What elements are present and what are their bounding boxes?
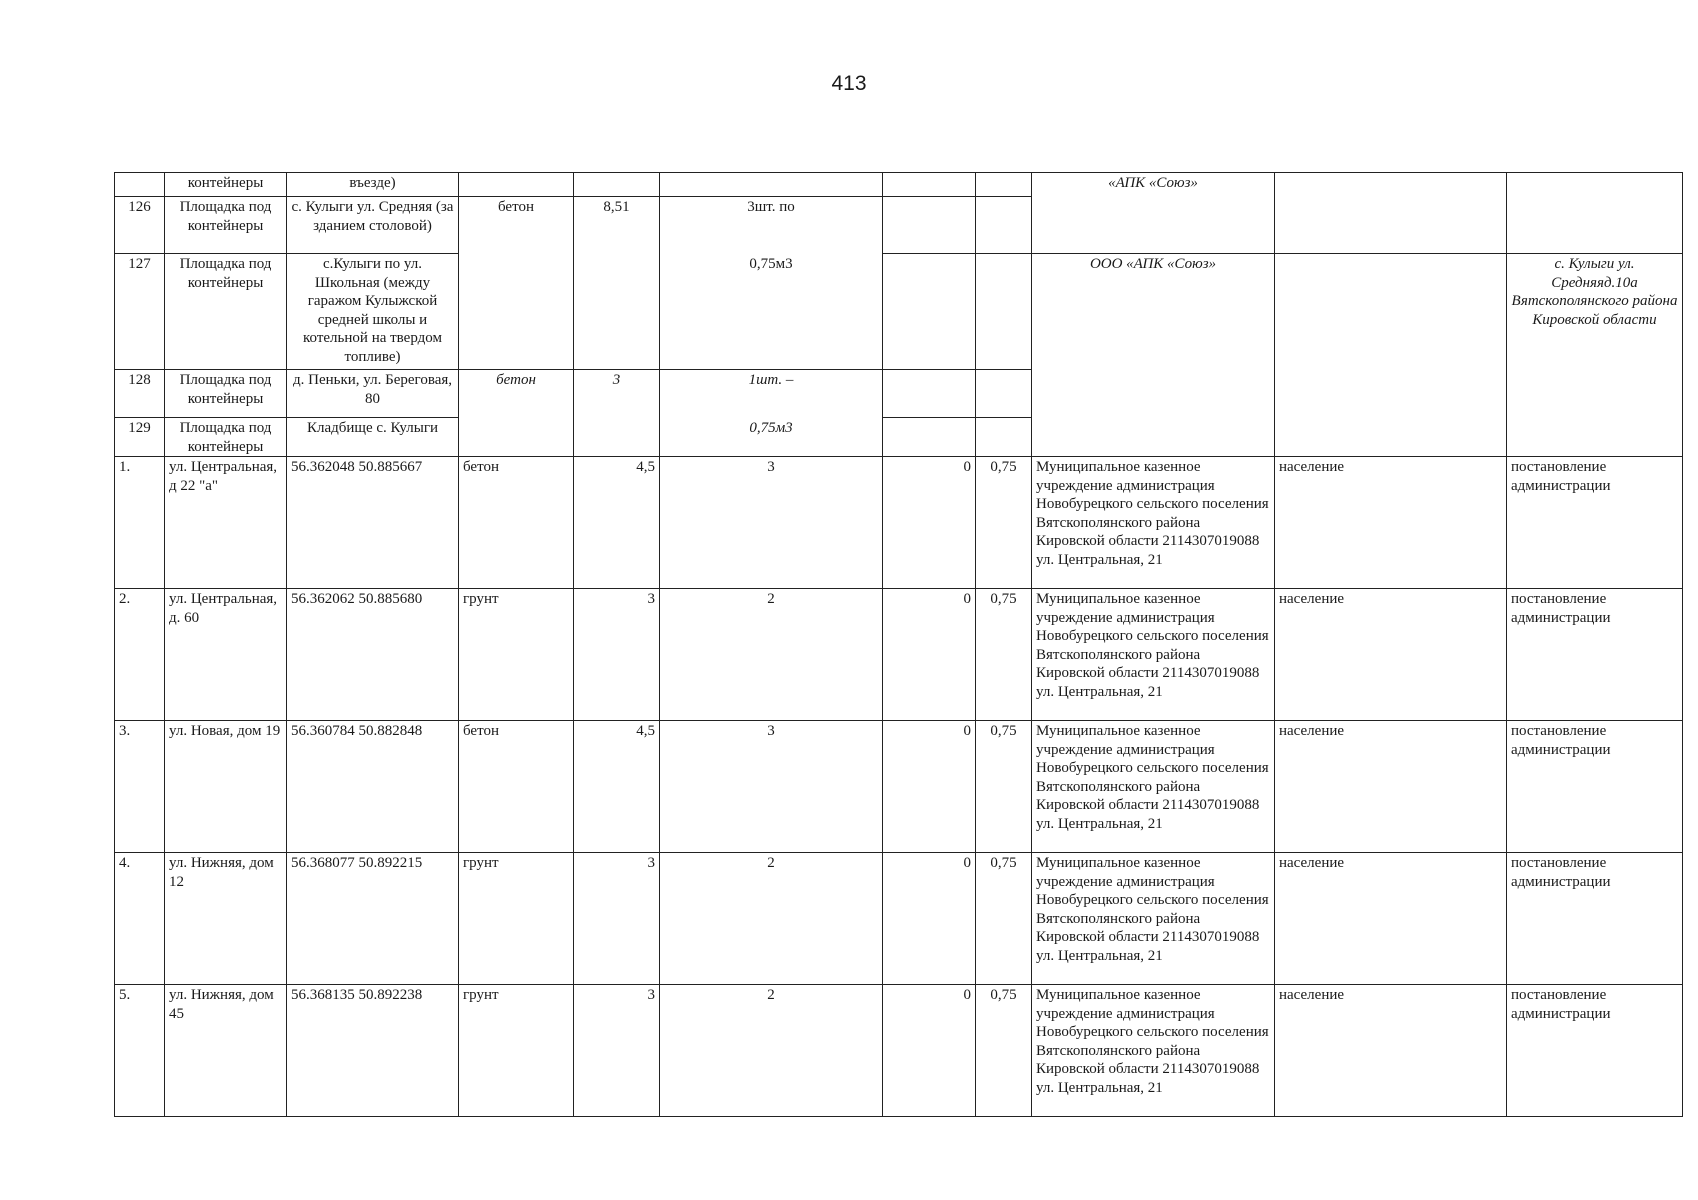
cell-containers: 2: [660, 985, 883, 1117]
cell-area: 3: [574, 370, 660, 457]
cell-surface: [459, 173, 574, 197]
cell-planned: [883, 173, 976, 197]
cell-containers: 3: [660, 721, 883, 853]
page-number: 413: [831, 72, 867, 95]
cell-volume: [976, 197, 1032, 254]
cell-address: ул. Центральная, д 22 "а": [165, 457, 287, 589]
cell-no: 126: [115, 197, 165, 254]
table-row: [115, 589, 1683, 721]
cell-containers: 0,75м3: [660, 418, 883, 457]
cell-address: ул. Нижняя, дом 45: [165, 985, 287, 1117]
cell-source: население: [1275, 589, 1507, 721]
table-row: [115, 457, 1683, 589]
cell-no: [115, 173, 165, 197]
cell-location: с.Кулыги по ул. Школьная (между гаражом Кулыжской средней школы и котельной на твердом топливе): [287, 254, 459, 370]
cell-no: 1.: [115, 457, 165, 589]
cell-address: ул. Новая, дом 19: [165, 721, 287, 853]
cell-owner: Муниципальное казенное учреждение администрация Новобурецкого сельского поселения Вятскополянского района Кировской области 2114307019088 ул. Центральная, 21: [1032, 457, 1275, 589]
cell-source: население: [1275, 853, 1507, 985]
cell-containers: 2: [660, 853, 883, 985]
cell-no: 129: [115, 418, 165, 457]
cell-no: 128: [115, 370, 165, 418]
cell-surface: бетон: [459, 370, 574, 457]
cell-planned: 0: [883, 721, 976, 853]
cell-containers: 2: [660, 589, 883, 721]
cell-basis: постановление администрации: [1507, 853, 1683, 985]
cell-planned: [883, 370, 976, 418]
cell-basis: постановление администрации: [1507, 985, 1683, 1117]
cell-volume: 0,75: [976, 853, 1032, 985]
cell-address: ул. Нижняя, дом 12: [165, 853, 287, 985]
cell-volume: [976, 254, 1032, 370]
cell-containers: [660, 173, 883, 197]
cell-surface: грунт: [459, 589, 574, 721]
waste-site-registry-table: [114, 172, 1683, 1117]
cell-planned: [883, 197, 976, 254]
cell-coordinates: 56.362062 50.885680: [287, 589, 459, 721]
cell-name: Площадка под контейнеры: [165, 254, 287, 370]
cell-coordinates: 56.368135 50.892238: [287, 985, 459, 1117]
table-row: [115, 985, 1683, 1117]
cell-owner: Муниципальное казенное учреждение администрация Новобурецкого сельского поселения Вятскополянского района Кировской области 2114307019088 ул. Центральная, 21: [1032, 589, 1275, 721]
cell-location: д. Пеньки, ул. Береговая, 80: [287, 370, 459, 418]
cell-planned: 0: [883, 589, 976, 721]
cell-source: [1275, 254, 1507, 457]
cell-area: 3: [574, 985, 660, 1117]
cell-location: Кладбище с. Кулыги: [287, 418, 459, 457]
cell-coordinates: 56.368077 50.892215: [287, 853, 459, 985]
cell-planned: [883, 254, 976, 370]
cell-area: 8,51: [574, 197, 660, 370]
cell-containers: 1шт. –: [660, 370, 883, 418]
cell-area: 4,5: [574, 721, 660, 853]
table-row: [115, 254, 1683, 370]
cell-source: население: [1275, 985, 1507, 1117]
cell-basis: постановление администрации: [1507, 457, 1683, 589]
cell-planned: 0: [883, 457, 976, 589]
cell-location: с. Кулыги ул. Средняя (за зданием столовой): [287, 197, 459, 254]
cell-no: 3.: [115, 721, 165, 853]
cell-no: 4.: [115, 853, 165, 985]
cell-address: ул. Центральная, д. 60: [165, 589, 287, 721]
cell-planned: 0: [883, 853, 976, 985]
cell-operator: «АПК «Союз»: [1032, 173, 1275, 254]
cell-document: с. Кулыги ул. Средняяд.10а Вятскополянского района Кировской области: [1507, 254, 1683, 457]
cell-no: 127: [115, 254, 165, 370]
cell-containers: 3: [660, 457, 883, 589]
cell-no: 5.: [115, 985, 165, 1117]
cell-source: [1275, 173, 1507, 254]
cell-planned: [883, 418, 976, 457]
cell-volume: [976, 418, 1032, 457]
table-row: [115, 721, 1683, 853]
cell-owner: Муниципальное казенное учреждение администрация Новобурецкого сельского поселения Вятскополянского района Кировской области 2114307019088 ул. Центральная, 21: [1032, 985, 1275, 1117]
cell-name: контейнеры: [165, 173, 287, 197]
table-row: [115, 173, 1683, 197]
cell-basis: постановление администрации: [1507, 721, 1683, 853]
cell-operator: ООО «АПК «Союз»: [1032, 254, 1275, 457]
cell-area: 4,5: [574, 457, 660, 589]
cell-containers: 3шт. по: [660, 197, 883, 254]
cell-location: въезде): [287, 173, 459, 197]
cell-name: Площадка под контейнеры: [165, 370, 287, 418]
cell-coordinates: 56.362048 50.885667: [287, 457, 459, 589]
cell-name: Площадка под контейнеры: [165, 197, 287, 254]
table-row: [115, 853, 1683, 985]
cell-surface: бетон: [459, 721, 574, 853]
cell-containers: 0,75м3: [660, 254, 883, 370]
cell-volume: [976, 173, 1032, 197]
cell-surface: грунт: [459, 985, 574, 1117]
cell-area: 3: [574, 853, 660, 985]
cell-owner: Муниципальное казенное учреждение администрация Новобурецкого сельского поселения Вятскополянского района Кировской области 2114307019088 ул. Центральная, 21: [1032, 721, 1275, 853]
cell-planned: 0: [883, 985, 976, 1117]
cell-surface: бетон: [459, 457, 574, 589]
cell-no: 2.: [115, 589, 165, 721]
cell-surface: грунт: [459, 853, 574, 985]
cell-coordinates: 56.360784 50.882848: [287, 721, 459, 853]
cell-surface: бетон: [459, 197, 574, 370]
cell-basis: постановление администрации: [1507, 589, 1683, 721]
cell-source: население: [1275, 457, 1507, 589]
cell-area: [574, 173, 660, 197]
cell-volume: 0,75: [976, 985, 1032, 1117]
cell-source: население: [1275, 721, 1507, 853]
cell-area: 3: [574, 589, 660, 721]
cell-volume: 0,75: [976, 457, 1032, 589]
cell-name: Площадка под контейнеры: [165, 418, 287, 457]
cell-document: [1507, 173, 1683, 254]
cell-volume: [976, 370, 1032, 418]
cell-volume: 0,75: [976, 721, 1032, 853]
cell-volume: 0,75: [976, 589, 1032, 721]
cell-owner: Муниципальное казенное учреждение администрация Новобурецкого сельского поселения Вятскополянского района Кировской области 2114307019088 ул. Центральная, 21: [1032, 853, 1275, 985]
